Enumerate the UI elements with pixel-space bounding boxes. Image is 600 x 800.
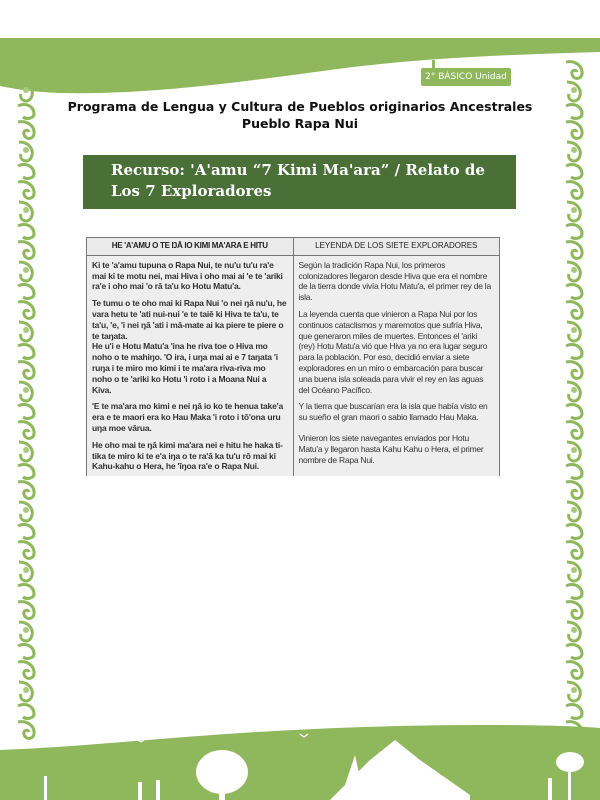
rapanui-text-cell [87,255,294,476]
column-header-spanish: LEYENDA DE LOS SIETE EXPLORADORES [293,238,500,256]
unit-badge: 2° BÁSICO Unidad 1 [421,68,511,86]
bottom-landscape-band [0,720,600,800]
rapanui-paragraph: He oho mai te ŋā kimi ma'ara nei e hitu he haka ti-tika te miro ki te e'a iŋa o te ra'ā ka tu'u rō mai ki Kahu-kahu o Hera, he 'īŋoa ra'e o Rapa Nui. [92,439,283,472]
program-title: Programa de Lengua y Cultura de Pueblos originarios Ancestrales [67,99,533,114]
spanish-paragraph: La leyenda cuenta que vinieron a Rapa Nui por los continuos cataclismos y maremotos que sufría Hiva, que generaron miles de muertes. Entonces el 'ariki (rey) Hotu Matu'a vió que Hiva ya no era lugar seguro para la población. Por eso, decidió enviar a siete exploradores en un miro o embarcación para buscar una buena isla soleada para vivir el rey en las aguas del Océano Pacífico. [298,308,488,395]
left-ornament-border [15,60,37,740]
table-header-row [87,238,500,256]
story-table [86,237,500,476]
right-ornament-border [563,60,585,740]
resource-title: Recurso: 'A'amu “7 Kimi Ma'ara” / Relato de Los 7 Exploradores [111,161,485,200]
spanish-paragraph: Según la tradición Rapa Nui, los primeros colonizadores llegaron desde Hiva que era el nombre de la tierra donde vivía Hotu Matu'a, el primer rey de la isla. [298,259,491,303]
table-row [87,255,500,476]
resource-banner [83,155,516,209]
spanish-paragraph: Y la tierra que buscarían era la isla que había visto en su sueño el gran maori o sabio llamado Hau Maka. [298,401,488,423]
rapanui-paragraph: Te tumu o te oho mai ki Rapa Nui 'o nei ŋā nu'u, he vara hetu te 'ati nui-nui 'e te taiē ki Hiva te ta'u, te ta'u, 'e, 'i nei ŋā 'ati i mā-mate ai ka piere te piere o te taŋata. [92,298,287,341]
rapanui-paragraph: Ki te 'a'amu tupuna o Rapa Nui, te nu'u tu'u ra'e mai ki te motu nei, mai Hiva i oho mai ai 'e te 'ariki ra'e i oho mai 'o rā ta'u ko Hotu Matu'a. [92,259,283,292]
column-header-rapanui: HE 'A'AMU O TE ŊĀ IO KIMI MA'ARA E HITU [87,238,294,256]
spanish-paragraph: Vinieron los siete navegantes enviados por Hotu Matu'a y llegaron hasta Kahu Kahu o Hera, el primer nombre de Rapa Nui. [298,432,484,465]
rapanui-paragraph: He u'i e Hotu Matu'a 'ina he riva toe o Hiva mo noho o te mahiŋo. 'O ira, i uŋa mai ai e 7 taŋata 'i ruŋa i te miro mo kimi i te ma'ara riva-riva mo noho o te 'ariki ko Hotu 'i roto i a Moana Nui a Kiva. [92,341,278,395]
program-subtitle: Pueblo Rapa Nui [241,116,359,131]
rapanui-paragraph: 'E te ma'ara mo kimi e nei ŋā io ko te henua take'a era e te maori era ko Hau Maka 'i roto i tō'ona uru uŋa moe vārua. [92,401,283,433]
spanish-text-cell [293,255,500,476]
